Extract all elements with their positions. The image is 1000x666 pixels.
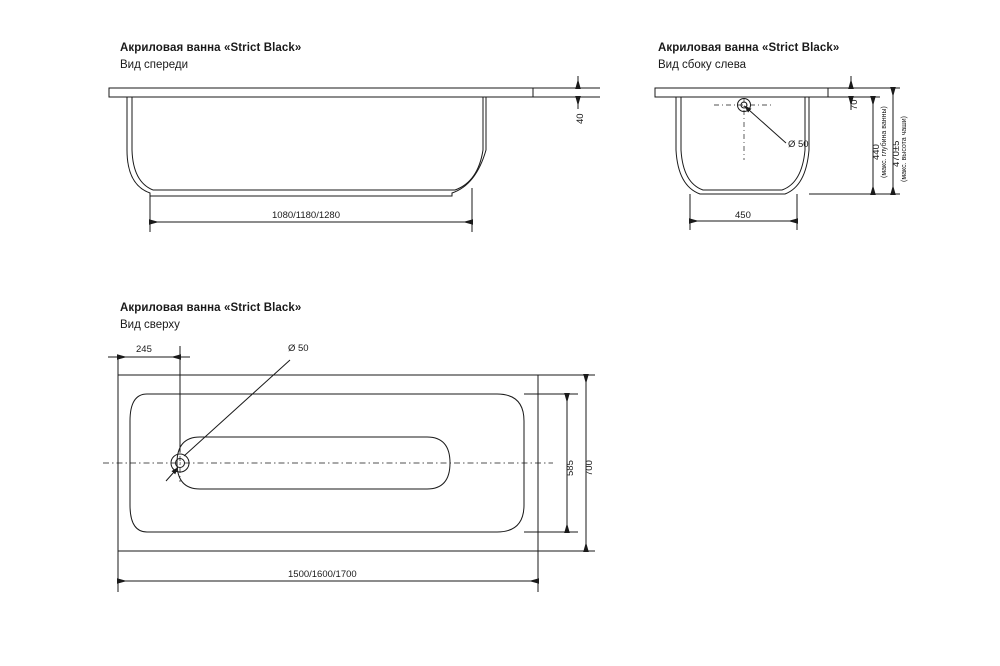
side-view-title-block — [658, 41, 839, 73]
front-view-title: Акриловая ванна «Strict Black» — [120, 42, 302, 54]
side-depth-label: 440 — [871, 144, 882, 160]
side-drain-label: Ø 50 — [788, 139, 809, 150]
side-rim-height-label: 70 — [849, 99, 860, 110]
front-view-title-block — [120, 41, 301, 73]
front-rim-height-label: 40 — [575, 113, 586, 124]
side-view-subtitle: Вид сбоку слева — [658, 59, 747, 71]
side-height-note: (макс. высота чаши) — [901, 116, 908, 182]
top-length-label: 1500/1600/1700 — [288, 569, 357, 580]
side-height-label: 470±5 — [891, 140, 902, 167]
side-view-title: Акриловая ванна «Strict Black» — [658, 42, 840, 54]
top-view-title: Акриловая ванна «Strict Black» — [120, 302, 302, 314]
side-bottom-width-label: 450 — [735, 210, 751, 221]
top-inner-width-label: 585 — [565, 460, 576, 476]
front-view-subtitle: Вид спереди — [120, 59, 189, 71]
top-view-subtitle: Вид сверху — [120, 319, 180, 331]
top-view-title-block — [120, 301, 301, 333]
top-drain-offset-label: 245 — [136, 344, 152, 355]
top-drain-label: Ø 50 — [288, 343, 309, 354]
top-outer-width-label: 700 — [584, 460, 595, 476]
front-bottom-width-label: 1080/1180/1280 — [272, 210, 340, 221]
side-depth-note: (макс. глубина ванны) — [881, 106, 888, 178]
